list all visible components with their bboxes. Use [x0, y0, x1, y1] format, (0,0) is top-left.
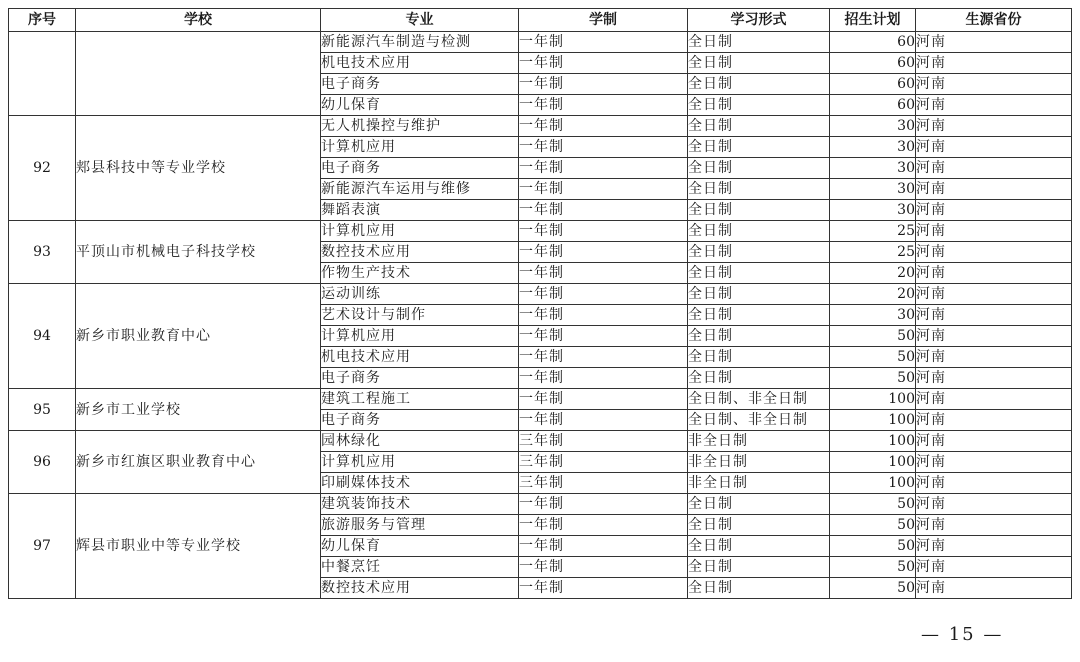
table-row — [9, 389, 1072, 410]
cell-study-mode: 全日制 — [688, 74, 830, 95]
cell-enroll-plan: 60 — [830, 74, 916, 95]
cell-duration: 一年制 — [519, 158, 688, 179]
cell-seq: 96 — [9, 431, 76, 494]
cell-duration: 一年制 — [519, 536, 688, 557]
cell-duration: 一年制 — [519, 494, 688, 515]
cell-province: 河南 — [916, 137, 1072, 158]
cell-enroll-plan: 60 — [830, 53, 916, 74]
cell-major: 计算机应用 — [321, 452, 519, 473]
cell-enroll-plan: 100 — [830, 431, 916, 452]
cell-province: 河南 — [916, 179, 1072, 200]
cell-enroll-plan: 50 — [830, 368, 916, 389]
cell-major: 舞蹈表演 — [321, 200, 519, 221]
cell-major: 建筑工程施工 — [321, 389, 519, 410]
cell-study-mode: 全日制 — [688, 578, 830, 599]
cell-duration: 一年制 — [519, 578, 688, 599]
cell-duration: 一年制 — [519, 389, 688, 410]
cell-major: 幼儿保育 — [321, 536, 519, 557]
table-row — [9, 431, 1072, 452]
cell-school: 平顶山市机械电子科技学校 — [76, 221, 321, 284]
cell-enroll-plan: 100 — [830, 452, 916, 473]
cell-province: 河南 — [916, 284, 1072, 305]
cell-enroll-plan: 30 — [830, 200, 916, 221]
cell-province: 河南 — [916, 200, 1072, 221]
cell-major: 数控技术应用 — [321, 578, 519, 599]
cell-duration: 一年制 — [519, 326, 688, 347]
cell-duration: 一年制 — [519, 347, 688, 368]
cell-duration: 一年制 — [519, 242, 688, 263]
cell-enroll-plan: 25 — [830, 242, 916, 263]
enrollment-table — [8, 8, 1072, 599]
cell-study-mode: 全日制 — [688, 137, 830, 158]
cell-enroll-plan: 50 — [830, 578, 916, 599]
cell-school: 新乡市红旗区职业教育中心 — [76, 431, 321, 494]
cell-major: 数控技术应用 — [321, 242, 519, 263]
cell-enroll-plan: 30 — [830, 179, 916, 200]
cell-seq — [9, 32, 76, 116]
cell-seq: 95 — [9, 389, 76, 431]
cell-province: 河南 — [916, 431, 1072, 452]
cell-province: 河南 — [916, 494, 1072, 515]
cell-major: 新能源汽车运用与维修 — [321, 179, 519, 200]
cell-major: 旅游服务与管理 — [321, 515, 519, 536]
cell-duration: 一年制 — [519, 263, 688, 284]
cell-duration: 一年制 — [519, 137, 688, 158]
cell-province: 河南 — [916, 158, 1072, 179]
cell-school: 新乡市职业教育中心 — [76, 284, 321, 389]
cell-study-mode: 全日制 — [688, 557, 830, 578]
cell-enroll-plan: 50 — [830, 326, 916, 347]
cell-study-mode: 全日制 — [688, 347, 830, 368]
cell-enroll-plan: 60 — [830, 32, 916, 53]
cell-study-mode: 全日制 — [688, 53, 830, 74]
cell-duration: 一年制 — [519, 116, 688, 137]
cell-duration: 一年制 — [519, 557, 688, 578]
cell-province: 河南 — [916, 326, 1072, 347]
cell-major: 艺术设计与制作 — [321, 305, 519, 326]
cell-study-mode: 全日制 — [688, 515, 830, 536]
cell-study-mode: 全日制 — [688, 305, 830, 326]
cell-enroll-plan: 50 — [830, 515, 916, 536]
cell-province: 河南 — [916, 305, 1072, 326]
cell-study-mode: 全日制 — [688, 116, 830, 137]
cell-enroll-plan: 50 — [830, 536, 916, 557]
cell-school: 郏县科技中等专业学校 — [76, 116, 321, 221]
cell-duration: 一年制 — [519, 95, 688, 116]
cell-enroll-plan: 50 — [830, 494, 916, 515]
cell-seq: 97 — [9, 494, 76, 599]
header-school: 学校 — [76, 9, 321, 32]
table-row — [9, 494, 1072, 515]
cell-province: 河南 — [916, 221, 1072, 242]
cell-province: 河南 — [916, 53, 1072, 74]
cell-major: 幼儿保育 — [321, 95, 519, 116]
page-number: — 15 — — [921, 624, 1004, 645]
cell-province: 河南 — [916, 557, 1072, 578]
cell-province: 河南 — [916, 32, 1072, 53]
cell-duration: 三年制 — [519, 473, 688, 494]
cell-enroll-plan: 30 — [830, 305, 916, 326]
cell-study-mode: 非全日制 — [688, 473, 830, 494]
cell-enroll-plan: 100 — [830, 473, 916, 494]
cell-study-mode: 全日制 — [688, 263, 830, 284]
header-duration: 学制 — [519, 9, 688, 32]
cell-major: 作物生产技术 — [321, 263, 519, 284]
table-header — [9, 9, 1072, 32]
header-study-mode: 学习形式 — [688, 9, 830, 32]
cell-major: 机电技术应用 — [321, 347, 519, 368]
cell-enroll-plan: 30 — [830, 116, 916, 137]
cell-duration: 一年制 — [519, 221, 688, 242]
cell-study-mode: 非全日制 — [688, 431, 830, 452]
cell-enroll-plan: 20 — [830, 284, 916, 305]
cell-major: 园林绿化 — [321, 431, 519, 452]
cell-enroll-plan: 30 — [830, 137, 916, 158]
cell-duration: 三年制 — [519, 431, 688, 452]
cell-duration: 一年制 — [519, 410, 688, 431]
cell-school: 辉县市职业中等专业学校 — [76, 494, 321, 599]
cell-school — [76, 32, 321, 116]
cell-major: 电子商务 — [321, 74, 519, 95]
cell-major: 中餐烹饪 — [321, 557, 519, 578]
cell-study-mode: 全日制 — [688, 158, 830, 179]
table-row — [9, 116, 1072, 137]
cell-province: 河南 — [916, 389, 1072, 410]
cell-province: 河南 — [916, 242, 1072, 263]
cell-major: 计算机应用 — [321, 137, 519, 158]
cell-duration: 一年制 — [519, 368, 688, 389]
cell-duration: 一年制 — [519, 179, 688, 200]
cell-province: 河南 — [916, 263, 1072, 284]
cell-enroll-plan: 50 — [830, 347, 916, 368]
cell-school: 新乡市工业学校 — [76, 389, 321, 431]
cell-province: 河南 — [916, 74, 1072, 95]
table-body — [9, 32, 1072, 599]
cell-seq: 92 — [9, 116, 76, 221]
cell-major: 运动训练 — [321, 284, 519, 305]
cell-major: 印刷媒体技术 — [321, 473, 519, 494]
table-row — [9, 221, 1072, 242]
cell-enroll-plan: 100 — [830, 410, 916, 431]
cell-study-mode: 全日制 — [688, 368, 830, 389]
cell-major: 电子商务 — [321, 158, 519, 179]
cell-study-mode: 全日制 — [688, 179, 830, 200]
cell-study-mode: 非全日制 — [688, 452, 830, 473]
cell-enroll-plan: 50 — [830, 557, 916, 578]
cell-province: 河南 — [916, 578, 1072, 599]
cell-seq: 94 — [9, 284, 76, 389]
cell-enroll-plan: 20 — [830, 263, 916, 284]
cell-study-mode: 全日制 — [688, 494, 830, 515]
cell-study-mode: 全日制 — [688, 95, 830, 116]
cell-study-mode: 全日制 — [688, 32, 830, 53]
header-major: 专业 — [321, 9, 519, 32]
cell-enroll-plan: 100 — [830, 389, 916, 410]
cell-province: 河南 — [916, 473, 1072, 494]
cell-province: 河南 — [916, 347, 1072, 368]
cell-duration: 三年制 — [519, 452, 688, 473]
cell-major: 计算机应用 — [321, 221, 519, 242]
cell-enroll-plan: 25 — [830, 221, 916, 242]
cell-study-mode: 全日制 — [688, 284, 830, 305]
cell-study-mode: 全日制 — [688, 536, 830, 557]
header-province: 生源省份 — [916, 9, 1072, 32]
cell-enroll-plan: 30 — [830, 158, 916, 179]
header-enroll-plan: 招生计划 — [830, 9, 916, 32]
cell-province: 河南 — [916, 452, 1072, 473]
cell-province: 河南 — [916, 116, 1072, 137]
cell-major: 建筑装饰技术 — [321, 494, 519, 515]
cell-duration: 一年制 — [519, 32, 688, 53]
cell-province: 河南 — [916, 368, 1072, 389]
table-row — [9, 32, 1072, 53]
cell-duration: 一年制 — [519, 74, 688, 95]
cell-study-mode: 全日制 — [688, 221, 830, 242]
cell-study-mode: 全日制、非全日制 — [688, 389, 830, 410]
cell-major: 电子商务 — [321, 410, 519, 431]
cell-major: 机电技术应用 — [321, 53, 519, 74]
cell-major: 电子商务 — [321, 368, 519, 389]
cell-duration: 一年制 — [519, 53, 688, 74]
cell-province: 河南 — [916, 410, 1072, 431]
cell-province: 河南 — [916, 515, 1072, 536]
header-row — [9, 9, 1072, 32]
cell-study-mode: 全日制 — [688, 242, 830, 263]
cell-duration: 一年制 — [519, 515, 688, 536]
cell-major: 新能源汽车制造与检测 — [321, 32, 519, 53]
cell-seq: 93 — [9, 221, 76, 284]
cell-major: 计算机应用 — [321, 326, 519, 347]
cell-enroll-plan: 60 — [830, 95, 916, 116]
cell-study-mode: 全日制、非全日制 — [688, 410, 830, 431]
cell-duration: 一年制 — [519, 305, 688, 326]
cell-study-mode: 全日制 — [688, 326, 830, 347]
cell-duration: 一年制 — [519, 284, 688, 305]
cell-province: 河南 — [916, 95, 1072, 116]
cell-province: 河南 — [916, 536, 1072, 557]
cell-duration: 一年制 — [519, 200, 688, 221]
header-seq: 序号 — [9, 9, 76, 32]
table-row — [9, 284, 1072, 305]
cell-major: 无人机操控与维护 — [321, 116, 519, 137]
cell-study-mode: 全日制 — [688, 200, 830, 221]
